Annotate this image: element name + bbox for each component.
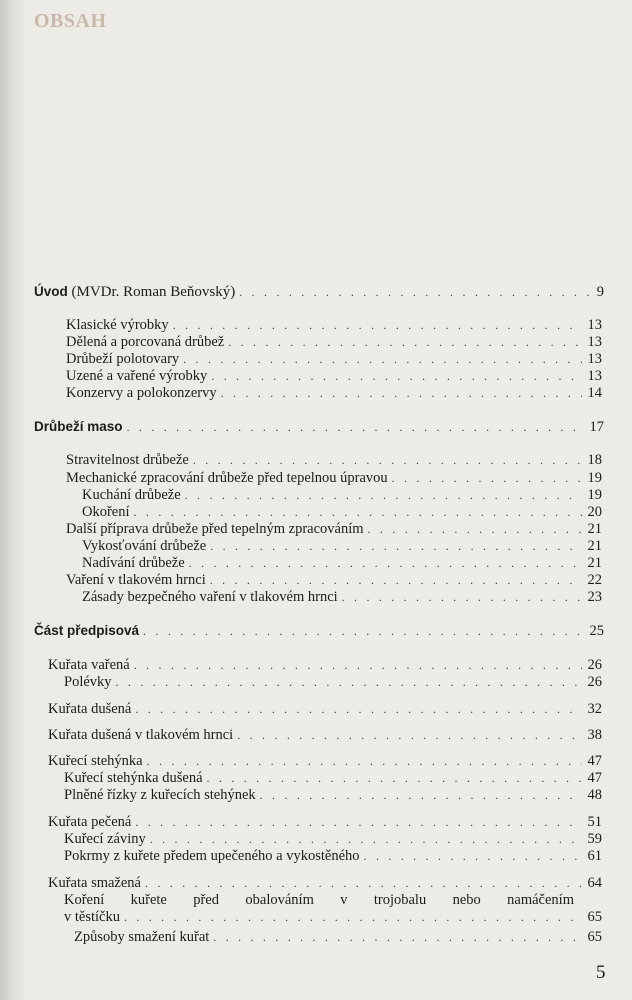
- dot-leader: [147, 752, 582, 770]
- dot-leader: [342, 588, 582, 606]
- toc-entry[interactable]: [66, 571, 602, 589]
- toc-page-number: 14: [587, 385, 602, 401]
- dot-leader: [116, 673, 582, 691]
- toc-entry-label: Kuchání drůbeže: [82, 487, 181, 503]
- toc-entry[interactable]: [48, 656, 602, 674]
- toc-entry-label: Nadívání drůbeže: [82, 555, 185, 571]
- dot-leader: [150, 830, 582, 848]
- dot-leader: [135, 700, 581, 718]
- toc-entry-label: Plněné řízky z kuřecích stehýnek: [64, 787, 256, 803]
- dot-leader: [368, 520, 582, 538]
- dot-leader: [364, 847, 582, 865]
- dot-leader: [228, 333, 581, 351]
- toc-page-number: 21: [587, 555, 602, 571]
- toc-entry-label: Polévky: [64, 674, 112, 690]
- toc-section-title-main: Úvod: [34, 284, 68, 299]
- toc-entry-label: Stravitelnost drůbeže: [66, 452, 189, 468]
- toc-page-number: 25: [589, 623, 604, 639]
- toc-entry[interactable]: [48, 752, 602, 770]
- toc-section-drubezi-maso[interactable]: [34, 418, 604, 436]
- toc-entry-label: Kuřata vařená: [48, 657, 130, 673]
- toc-entry-label: Vaření v tlakovém hrnci: [66, 572, 206, 588]
- toc-page-number: 13: [587, 334, 602, 350]
- toc-entry[interactable]: [66, 469, 602, 487]
- toc-entry-label: Okoření: [82, 504, 130, 520]
- dot-leader: [237, 726, 581, 744]
- toc-page-number: 64: [587, 875, 602, 891]
- dot-leader: [392, 469, 582, 487]
- toc-section-uvod[interactable]: [34, 283, 604, 301]
- toc-page-number: 22: [587, 572, 602, 588]
- dot-leader: [143, 622, 583, 640]
- toc-entry[interactable]: [66, 384, 602, 402]
- dot-leader: [135, 813, 581, 831]
- dot-leader: [221, 384, 582, 402]
- toc-page-number: 32: [587, 701, 602, 717]
- toc-subentry[interactable]: [64, 769, 602, 787]
- toc-entry-label: Drůbeží polotovary: [66, 351, 180, 367]
- dot-leader: [213, 928, 581, 946]
- dot-leader: [145, 874, 582, 892]
- toc-section-title: Drůbeží maso: [34, 419, 123, 434]
- toc-entry-label: Kuřata pečená: [48, 814, 132, 830]
- toc-page-number: 20: [587, 504, 602, 520]
- toc-subentry[interactable]: [82, 554, 602, 572]
- toc-page-number: 21: [587, 521, 602, 537]
- toc-page-number: 65: [587, 909, 602, 925]
- toc-subentry[interactable]: [64, 830, 602, 848]
- dot-leader: [183, 350, 581, 368]
- toc-entry-label: Způsoby smažení kuřat: [74, 929, 210, 945]
- toc-entry-label: Pokrmy z kuřete předem upečeného a vykostěného: [64, 848, 360, 864]
- toc-page-number: 47: [587, 770, 602, 786]
- toc-entry[interactable]: [48, 813, 602, 831]
- dot-leader: [193, 451, 582, 469]
- toc-entry-label: Konzervy a polokonzervy: [66, 385, 217, 401]
- dot-leader: [207, 769, 582, 787]
- toc-entry[interactable]: [48, 726, 602, 744]
- toc-subentry[interactable]: [64, 786, 602, 804]
- dot-leader: [127, 418, 584, 436]
- dot-leader: [239, 283, 591, 301]
- toc-page-number: 26: [587, 674, 602, 690]
- toc-subentry[interactable]: [64, 673, 602, 691]
- toc-entry-label: Zásady bezpečného vaření v tlakovém hrnci: [82, 589, 338, 605]
- toc-section-cast-predpisova[interactable]: [34, 622, 604, 640]
- toc-entry-label: v těstíčku: [64, 909, 120, 925]
- toc-subentry[interactable]: [82, 503, 602, 521]
- toc-page-number: 9: [596, 284, 604, 300]
- toc-page-number: 18: [587, 452, 602, 468]
- dot-leader: [134, 503, 582, 521]
- toc-page-number: 13: [587, 368, 602, 384]
- toc-subentry[interactable]: [82, 537, 602, 555]
- toc-subentry[interactable]: [74, 928, 602, 946]
- toc-entry-label: Kuřecí záviny: [64, 831, 146, 847]
- toc-subentry[interactable]: [82, 588, 602, 606]
- dot-leader: [124, 908, 582, 926]
- toc-entry-label: Kuřata smažená: [48, 875, 141, 891]
- dot-leader: [210, 537, 581, 555]
- dot-leader: [189, 554, 582, 572]
- page-number: 5: [596, 962, 606, 983]
- toc-section-title-suffix: (MVDr. Roman Beňovský): [67, 284, 236, 300]
- toc-entry-label: Kuřecí stehýnka: [48, 753, 143, 769]
- dot-leader: [134, 656, 582, 674]
- toc-entry[interactable]: [66, 520, 602, 538]
- toc-page-number: 21: [587, 538, 602, 554]
- toc-entry[interactable]: [66, 350, 602, 368]
- toc-page-number: 19: [587, 487, 602, 503]
- toc-entry-label: Další příprava drůbeže před tepelným zpracováním: [66, 521, 364, 537]
- toc-page-number: 47: [587, 753, 602, 769]
- toc-page-number: 59: [587, 831, 602, 847]
- dot-leader: [211, 367, 581, 385]
- toc-entry-label: Uzené a vařené výrobky: [66, 368, 208, 384]
- toc-section-title: [34, 283, 239, 301]
- dot-leader: [210, 571, 582, 589]
- toc-page-number: 48: [587, 787, 602, 803]
- toc-subentry-line1[interactable]: Koření kuřete před obalováním v trojobalu nebo namáčením: [64, 892, 574, 908]
- toc-page-number: 61: [587, 848, 602, 864]
- toc-entry[interactable]: [66, 316, 602, 334]
- toc-page-number: 65: [587, 929, 602, 945]
- toc-subentry[interactable]: [64, 847, 602, 865]
- toc-entry[interactable]: [48, 874, 602, 892]
- toc-entry-label: Kuřata dušená: [48, 701, 132, 717]
- toc-page-number: 19: [587, 470, 602, 486]
- toc-page-number: 17: [589, 419, 604, 435]
- toc-entry-label: Klasické výrobky: [66, 317, 169, 333]
- toc-subentry[interactable]: [64, 908, 602, 926]
- toc-page-number: 13: [587, 317, 602, 333]
- toc-entry-label: Kuřata dušená v tlakovém hrnci: [48, 727, 234, 743]
- dot-leader: [173, 316, 582, 334]
- toc-entry[interactable]: [66, 367, 602, 385]
- toc-page-number: 23: [587, 589, 602, 605]
- toc-entry[interactable]: [66, 333, 602, 351]
- toc-entry-label: Mechanické zpracování drůbeže před tepelnou úpravou: [66, 470, 388, 486]
- toc-page-number: 51: [587, 814, 602, 830]
- toc-entry-label: Vykosťování drůbeže: [82, 538, 207, 554]
- toc-section-title: Část předpisová: [34, 623, 140, 638]
- toc-entry[interactable]: [66, 451, 602, 469]
- toc-entry-label: Kuřecí stehýnka dušená: [64, 770, 203, 786]
- dot-leader: [260, 786, 582, 804]
- toc-subentry[interactable]: [82, 486, 602, 504]
- toc-page-number: 26: [587, 657, 602, 673]
- toc-entry-label: Dělená a porcovaná drůbež: [66, 334, 225, 350]
- toc-entry[interactable]: [48, 700, 602, 718]
- toc-page-number: 38: [587, 727, 602, 743]
- page-title: OBSAH: [34, 10, 107, 32]
- dot-leader: [185, 486, 582, 504]
- toc-page-number: 13: [587, 351, 602, 367]
